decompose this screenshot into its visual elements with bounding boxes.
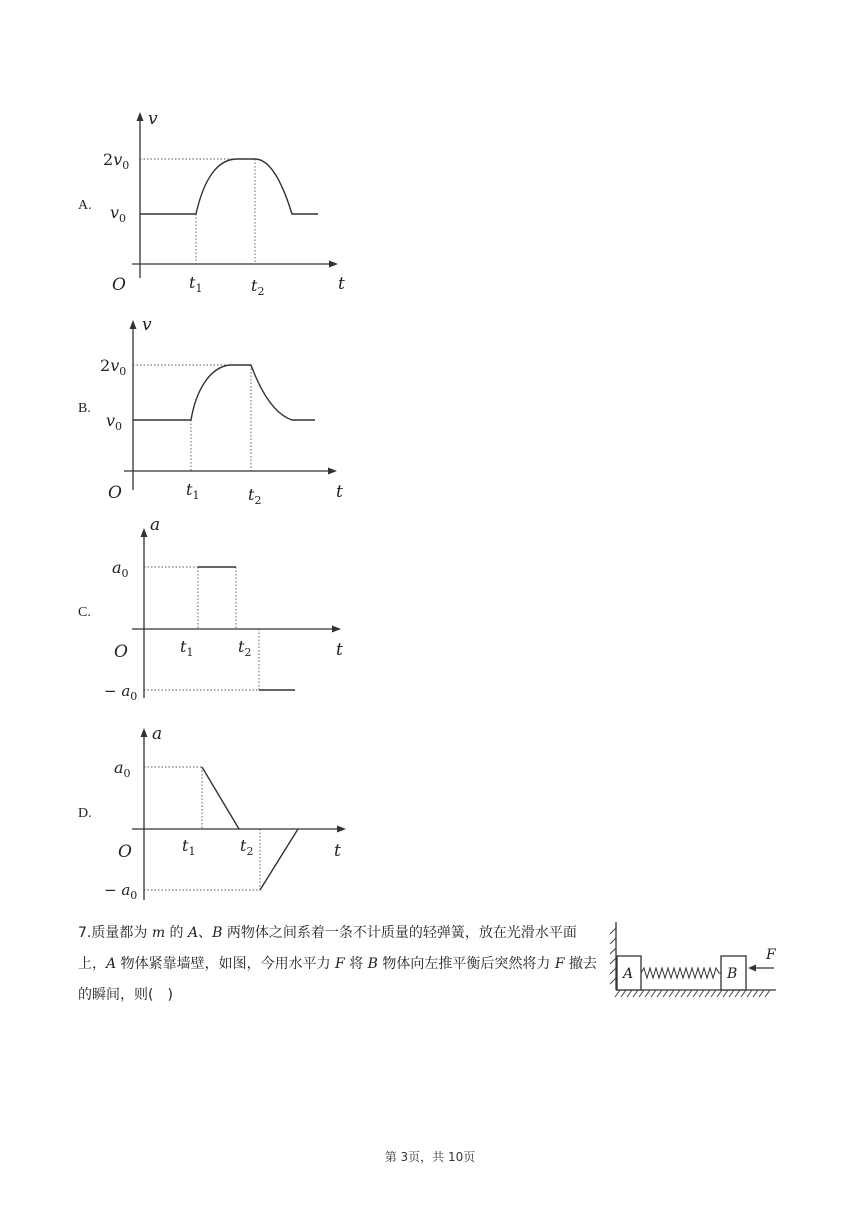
question-variable: B bbox=[212, 925, 223, 941]
spring-figure bbox=[608, 918, 788, 1006]
wall-hatching bbox=[610, 928, 616, 984]
y-axis-label: v bbox=[142, 315, 152, 335]
x-axis-label: t bbox=[336, 640, 343, 660]
question-variable: B bbox=[367, 956, 378, 972]
option-a-label: A. bbox=[78, 198, 92, 213]
x-tick-t2: $t_2$ bbox=[240, 836, 254, 858]
origin-label: O bbox=[108, 483, 122, 503]
question-variable: m bbox=[151, 925, 166, 941]
x-tick-t1: $t_1$ bbox=[189, 273, 203, 295]
x-axis-arrow bbox=[332, 626, 341, 633]
question-variable: A bbox=[188, 925, 199, 941]
origin-label: O bbox=[114, 642, 128, 662]
x-axis-label: t bbox=[338, 274, 345, 294]
accel-decrease bbox=[202, 767, 239, 829]
option-b-label: B. bbox=[78, 401, 91, 416]
y-tick-high: $2v_0$ bbox=[103, 150, 130, 172]
y-axis-arrow bbox=[141, 528, 148, 537]
question-text: 两物体之间系着一条不计质量的轻弹簧，放在光滑水平面上， bbox=[78, 925, 577, 972]
block-a-label: A bbox=[623, 966, 634, 982]
block-b-label: B bbox=[727, 966, 738, 982]
force-label: F bbox=[766, 947, 776, 963]
question-text: 撤去的瞬间，则( ) bbox=[78, 956, 598, 1003]
question-text: 物体向左推平衡后突然将力 bbox=[377, 956, 555, 972]
y-tick-low: − $a_0$ bbox=[104, 682, 138, 703]
x-axis-arrow bbox=[328, 468, 337, 475]
x-tick-t1: $t_1$ bbox=[182, 836, 196, 858]
x-axis-label: t bbox=[336, 482, 343, 502]
question-text: 将 bbox=[344, 956, 368, 972]
y-tick-high: $a_0$ bbox=[112, 558, 129, 580]
option-d-graph bbox=[100, 714, 360, 914]
question-number: 7. bbox=[78, 925, 92, 941]
x-axis-arrow bbox=[337, 826, 346, 833]
velocity-curve bbox=[133, 365, 315, 420]
question-text: 质量都为 bbox=[91, 925, 152, 941]
y-axis-label: a bbox=[152, 724, 163, 744]
y-axis-arrow bbox=[130, 320, 137, 329]
question-body bbox=[78, 925, 597, 1003]
question-7-text bbox=[78, 918, 600, 1011]
option-d-label: D. bbox=[78, 806, 92, 821]
y-tick-high: $a_0$ bbox=[114, 758, 131, 780]
question-variable: F bbox=[554, 956, 565, 972]
x-tick-t1: $t_1$ bbox=[186, 480, 200, 502]
question-text: 、 bbox=[198, 925, 213, 941]
floor-hatching bbox=[615, 990, 770, 997]
page-footer: 第 3页，共 10页 bbox=[384, 1150, 476, 1164]
x-tick-t2: $t_2$ bbox=[238, 637, 252, 659]
x-axis-label: t bbox=[334, 841, 341, 861]
option-c-label: C. bbox=[78, 605, 91, 620]
velocity-curve bbox=[140, 159, 318, 214]
x-axis-arrow bbox=[329, 261, 338, 268]
y-axis-arrow bbox=[137, 112, 144, 121]
option-b-graph bbox=[96, 314, 356, 507]
option-a-graph bbox=[100, 108, 360, 298]
question-text: 物体紧靠墙壁，如图，今用水平力 bbox=[116, 956, 336, 972]
x-tick-t2: $t_2$ bbox=[251, 276, 265, 298]
y-tick-high: $2v_0$ bbox=[100, 356, 127, 378]
x-tick-t2: $t_2$ bbox=[248, 485, 262, 507]
y-tick-low: $v_0$ bbox=[110, 203, 127, 225]
option-c-graph bbox=[100, 512, 360, 712]
accel-recover bbox=[260, 829, 298, 890]
y-axis-arrow bbox=[141, 728, 148, 737]
y-tick-low: − $a_0$ bbox=[104, 881, 138, 902]
spring bbox=[641, 968, 721, 978]
x-tick-t1: $t_1$ bbox=[180, 637, 194, 659]
y-axis-label: v bbox=[148, 109, 158, 129]
force-arrowhead bbox=[748, 965, 756, 972]
origin-label: O bbox=[112, 275, 126, 295]
origin-label: O bbox=[118, 842, 132, 862]
question-variable: F bbox=[335, 956, 345, 972]
y-tick-low: $v_0$ bbox=[106, 411, 123, 433]
question-text: 的 bbox=[165, 925, 188, 941]
y-axis-label: a bbox=[150, 515, 161, 535]
question-variable: A bbox=[106, 956, 117, 972]
